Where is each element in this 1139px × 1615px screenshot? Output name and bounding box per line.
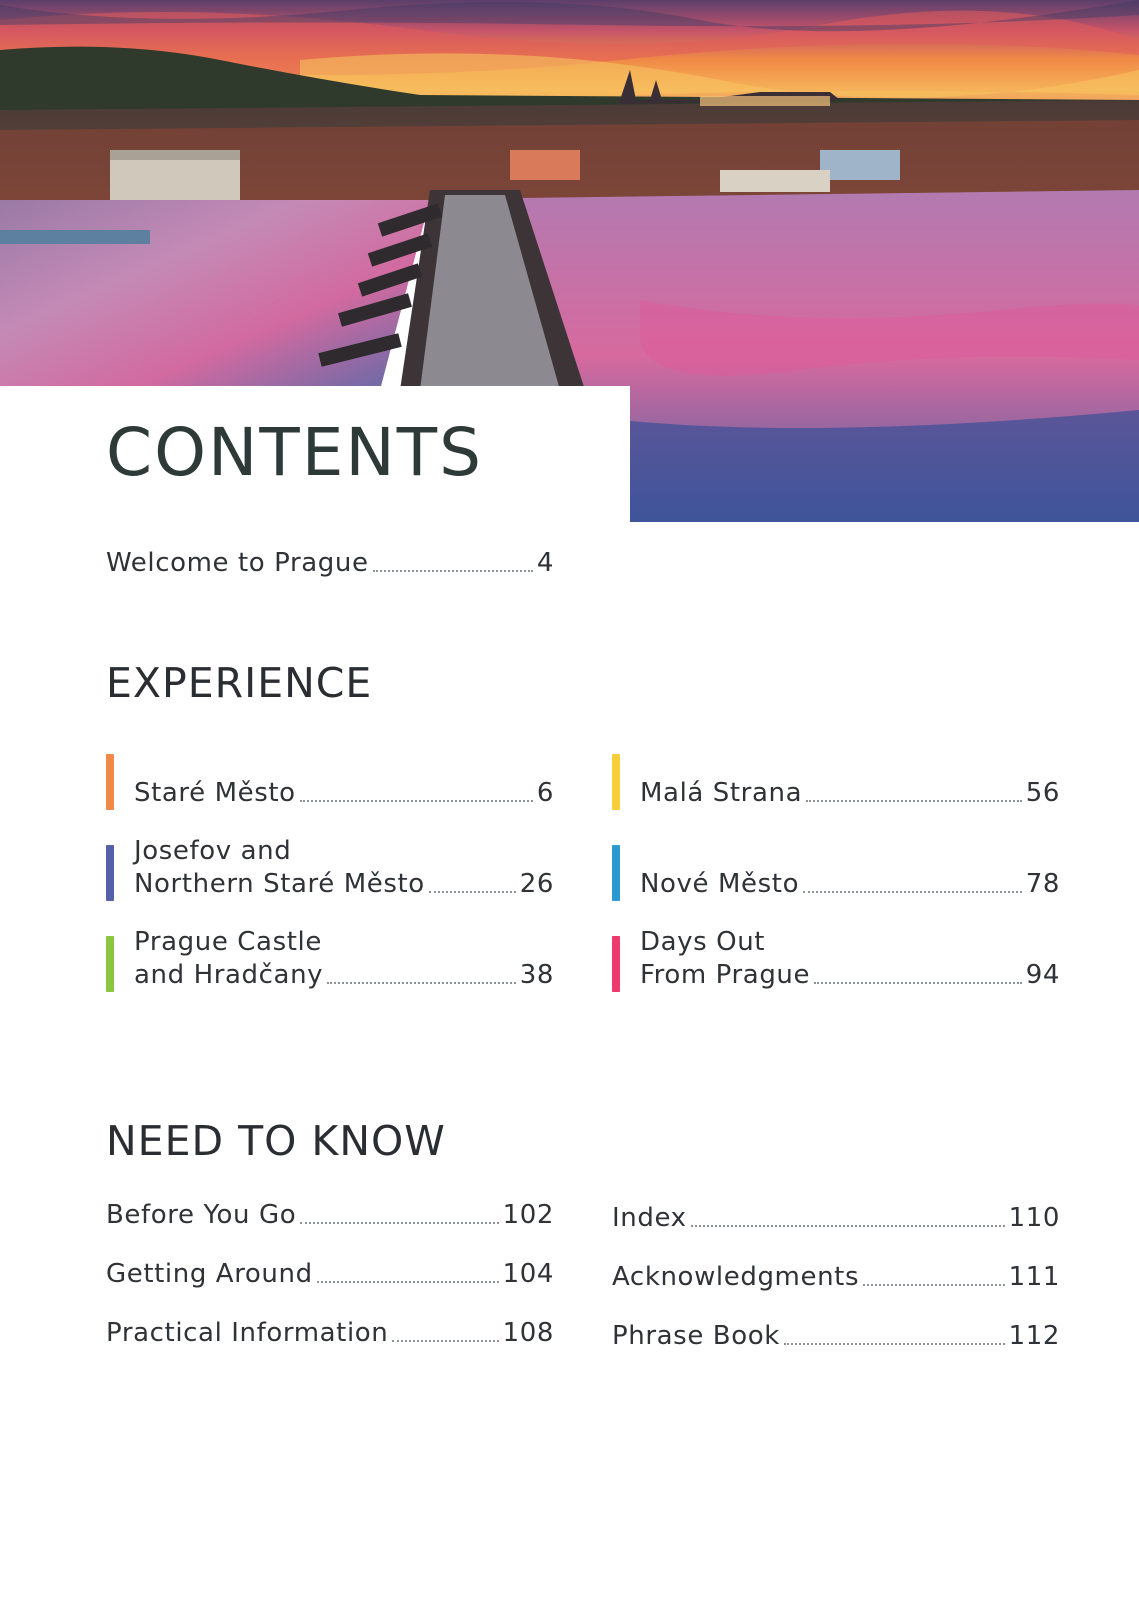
dot-leader: [327, 982, 516, 984]
dot-leader: [392, 1340, 498, 1342]
color-bar: [612, 754, 620, 810]
toc-entry-practical-information[interactable]: [106, 1284, 554, 1354]
toc-entry-days-out[interactable]: [612, 926, 1060, 996]
toc-entry-label: Before You Go: [106, 1200, 297, 1230]
color-bar: [612, 936, 620, 992]
toc-page-number: 111: [1008, 1262, 1060, 1292]
dot-leader: [784, 1343, 1005, 1345]
toc-page-number: 6: [536, 778, 554, 808]
toc-page-number: 4: [536, 548, 554, 578]
toc-page-number: 94: [1025, 960, 1060, 990]
toc-entry-stare-mesto[interactable]: [106, 744, 554, 814]
toc-entry-label: Practical Information: [106, 1318, 389, 1348]
toc-entry-label: Acknowledgments: [612, 1262, 860, 1292]
toc-entry-label: Days Out From Prague: [640, 927, 811, 990]
toc-entry-prague-castle[interactable]: [106, 926, 554, 996]
toc-entry-label: Prague Castle and Hradčany: [134, 927, 324, 990]
toc-page-number: 102: [502, 1200, 554, 1230]
toc-entry-label: Nové Město: [640, 869, 800, 899]
color-bar: [106, 754, 114, 810]
page-title: CONTENTS: [106, 414, 484, 491]
section-title-need-to-know: NEED TO KNOW: [106, 1117, 446, 1165]
toc-page-number: 56: [1025, 778, 1060, 808]
toc-page-number: 110: [1008, 1203, 1060, 1233]
dot-leader: [814, 982, 1022, 984]
toc-page-number: 112: [1008, 1321, 1060, 1351]
dot-leader: [691, 1225, 1005, 1227]
toc-entry-josefov[interactable]: [106, 835, 554, 905]
toc-entry-label: Malá Strana: [640, 778, 803, 808]
toc-entry-mala-strana[interactable]: [612, 744, 1060, 814]
dot-leader: [429, 891, 516, 893]
toc-page-number: 104: [502, 1259, 554, 1289]
toc-entry-welcome[interactable]: [106, 514, 554, 584]
color-bar: [612, 845, 620, 901]
color-bar: [106, 936, 114, 992]
color-bar: [106, 845, 114, 901]
dot-leader: [300, 800, 533, 802]
dot-leader: [806, 800, 1022, 802]
toc-entry-label: Staré Město: [134, 778, 296, 808]
toc-entry-label: Getting Around: [106, 1259, 313, 1289]
toc-entry-nove-mesto[interactable]: [612, 835, 1060, 905]
dot-leader: [863, 1284, 1004, 1286]
toc-page-number: 26: [519, 869, 554, 899]
toc-page-number: 78: [1025, 869, 1060, 899]
dot-leader: [300, 1222, 498, 1224]
toc-entry-label: Phrase Book: [612, 1321, 780, 1351]
toc-entry-label: Index: [612, 1203, 687, 1233]
toc-entry-line: [106, 547, 554, 580]
dot-leader: [373, 570, 533, 572]
toc-entry-label: Welcome to Prague: [106, 548, 369, 578]
toc-entry-label: Josefov and Northern Staré Město: [134, 836, 425, 899]
toc-page-number: 38: [519, 960, 554, 990]
toc-page-number: 108: [502, 1318, 554, 1348]
dot-leader: [317, 1281, 499, 1283]
toc-entry-phrase-book[interactable]: [612, 1287, 1060, 1357]
dot-leader: [803, 891, 1022, 893]
section-title-experience: EXPERIENCE: [106, 659, 373, 707]
